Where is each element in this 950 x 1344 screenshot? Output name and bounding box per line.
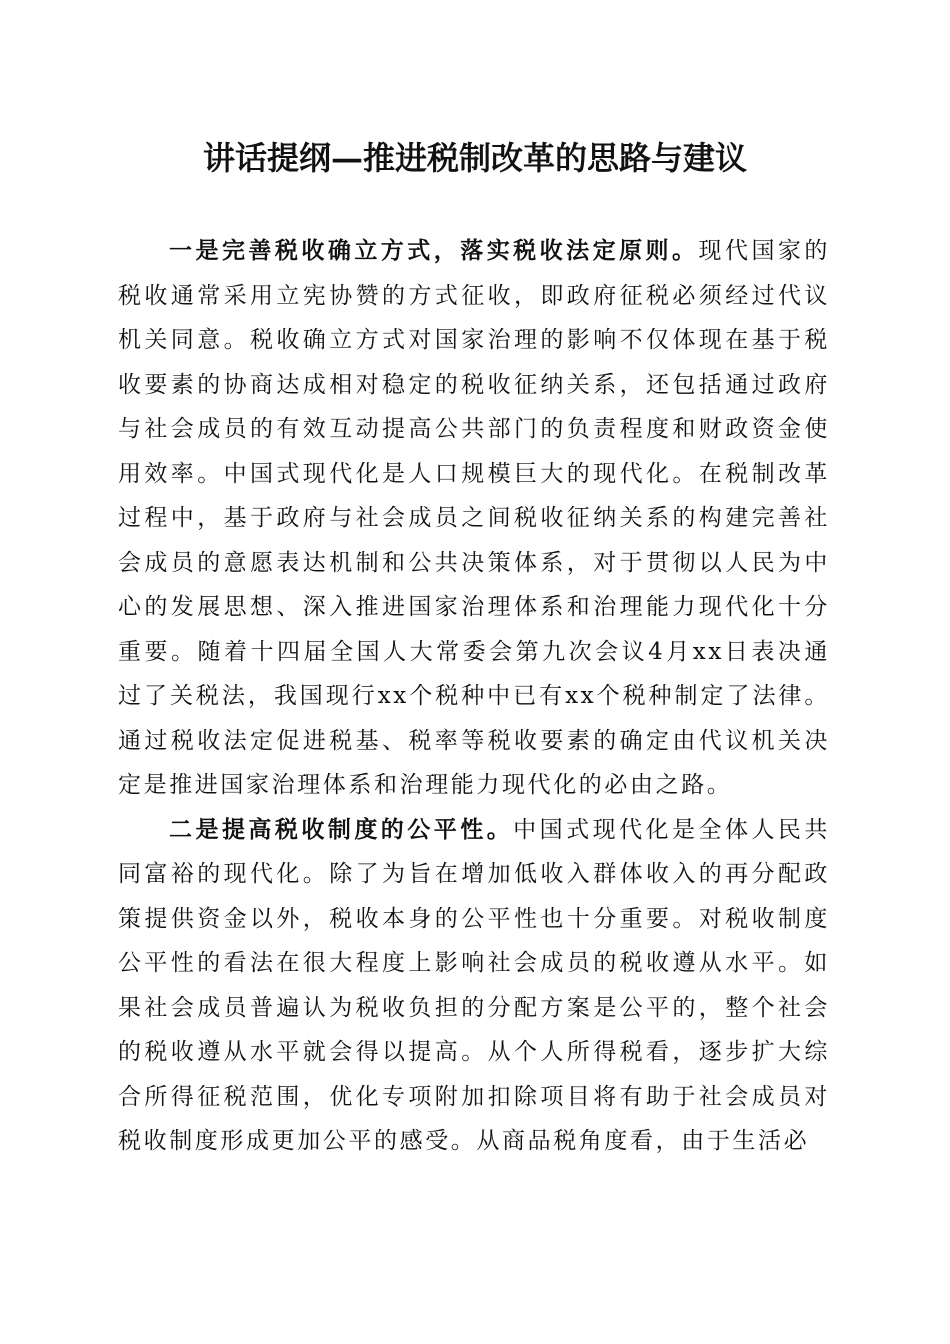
document-body	[118, 229, 830, 1164]
paragraph-2-lead: 二是提高税收制度的公平性。	[169, 815, 514, 843]
paragraph-2	[118, 808, 830, 1164]
paragraph-1-body: 现代国家的税收通常采用立宪协赞的方式征收，即政府征税必须经过代议机关同意。税收确立方式对国家治理的影响不仅体现在基于税收要素的协商达成相对稳定的税收征纳关系，还包括通过政府与社会成员的有效互动提高公共部门的负责程度和财政资金使用效率。中国式现代化是人口规模巨大的现代化。在税制改革过程中，基于政府与社会成员之间税收征纳关系的构建完善社会成员的意愿表达机制和公共决策体系，对于贯彻以人民为中心的发展思想、深入推进国家治理体系和治理能力现代化十分重要。随着十四届全国人大常委会第九次会议4月xx日表决通过了关税法，我国现行xx个税种中已有xx个税种制定了法律。通过税收法定促进税基、税率等税收要素的确定由代议机关决定是推进国家治理体系和治理能力现代化的必由之路。	[118, 238, 830, 798]
paragraph-1	[118, 229, 830, 808]
paragraph-1-lead: 一是完善税收确立方式，落实税收法定原则。	[169, 237, 699, 264]
document-title: 讲话提纲—推进税制改革的思路与建议	[202, 139, 747, 177]
paragraph-2-body: 中国式现代化是全体人民共同富裕的现代化。除了为旨在增加低收入群体收入的再分配政策提供资金以外，税收本身的公平性也十分重要。对税收制度公平性的看法在很大程度上影响社会成员的税收遵从水平。如果社会成员普遍认为税收负担的分配方案是公平的，整个社会的税收遵从水平就会得以提高。从个人所得税看，逐步扩大综合所得征税范围，优化专项附加扣除项目将有助于社会成员对税收制度形成更加公平的感受。从商品税角度看，由于生活必	[118, 816, 830, 1154]
